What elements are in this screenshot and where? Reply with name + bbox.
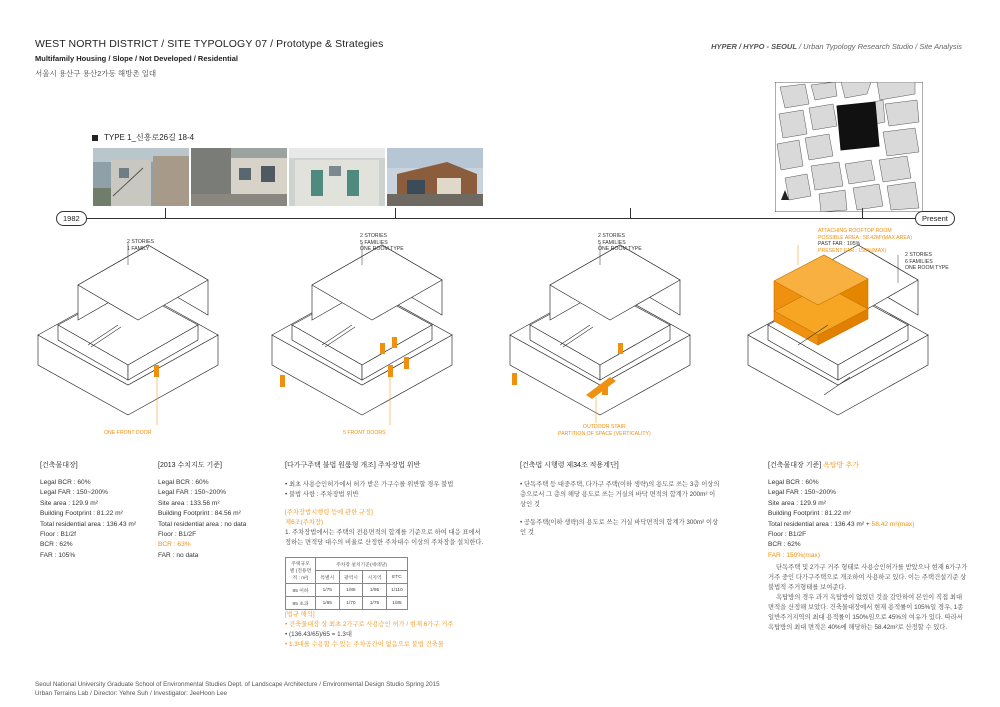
table-cell: 1/70 (339, 597, 363, 610)
page-subtitle: Multifamily Housing / Slope / Not Developed / Residential (35, 54, 238, 63)
stat-line: Site area : 129.9 m² (768, 499, 826, 507)
table-row (286, 597, 408, 610)
site-photo-3 (289, 148, 385, 206)
col4-body (520, 480, 720, 538)
stat-line: Floor : B1/2F (158, 531, 197, 539)
law-paragraph: 1. 주차장법에서는 주택의 전용면적의 합계를 기준으로 하여 대응 표에서 정하는 면적당 대수의 비율로 산정한 주차대수 이상의 주차장을 설치한다. (285, 529, 484, 546)
col3-body (285, 480, 485, 548)
stat-line: Legal BCR : 60% (158, 479, 209, 486)
table-header: 주차장 설치기준(세대당) (316, 558, 408, 571)
sub-heading: [주차장법시행령 등에 관한 규정] (285, 509, 373, 516)
col2-body (158, 478, 246, 561)
bullet-square-icon (92, 135, 98, 141)
note-line: 5 FAMILIES (598, 239, 626, 246)
stat-line: Site area : 129.9 m² (40, 499, 98, 507)
note-line: 2 STORIES (598, 233, 626, 239)
table-cell: 1/75 (363, 597, 387, 610)
stat-line: Building Footprint : 81.22 m² (768, 510, 851, 518)
table-cell: 85 이하 (286, 584, 316, 597)
type-label (92, 132, 194, 143)
studio-subtitle: / Urban Typology Research Studio / Site Analysis (796, 42, 962, 51)
table-col-header: 광역시 (339, 571, 363, 584)
table-cell: 1/95 (363, 584, 387, 597)
stat-line: FAR : 105% (40, 551, 76, 559)
note-line: ATTACHING ROOFTOP ROOM (818, 228, 892, 234)
table-cell: 1/65 (316, 597, 340, 610)
stage-4-top-note (818, 228, 912, 254)
col5-body (768, 478, 914, 561)
law-line-text: 1.3대를 수용할 수 있는 주차공간이 없음으로 불법 건축물 (288, 641, 444, 648)
stat-line: Legal BCR : 60% (768, 479, 819, 486)
table-row (286, 584, 408, 597)
law-line-text: (136.43/65)/65 = 1.3대 (288, 631, 352, 638)
paragraph-2: 옥탑방의 경우 과거 옥탑방이 없었던 것을 감안하여 본인이 직접 최대면적을 산정해 보았다. 건축물대장에서 현재 용적률이 105%일 경우, 1종일반주거지역의 최대 용적률이 150%임으로 45%의 여유가 있다. 따라서 옥탑방의 최대 면적은 40%에 해당하는 58.42m²로 산정할 수 있다. (768, 594, 964, 631)
stat-line: Legal FAR : 150~200% (158, 489, 227, 497)
note-line: ONE ROOM TYPE (360, 246, 404, 252)
bullet-line: • 불법 사항 : 주차장법 위반 (285, 491, 359, 498)
law-line: • 1.3대를 수용할 수 있는 주차공간이 없음으로 불법 건축물 (285, 641, 444, 648)
site-map (775, 82, 923, 212)
stat-line: Floor : B1/2F (768, 531, 807, 539)
site-address: 서울시 용산구 용산2가동 해방촌 일대 (35, 69, 157, 78)
site-photo-4 (387, 148, 483, 206)
law-line: • 건축물대장 상 최초 2가구로 사용승인 허가 / 현재 6가구 거주 (285, 621, 454, 628)
footer-line-1: Seoul National University Graduate School of Environmental Studies Dept. of Landscape Architecture / Environmental Design Studio Spring 2015 (35, 681, 440, 688)
stage-3-axonometric (500, 225, 705, 445)
note-line: PAST FAR : 105% (818, 241, 861, 247)
stat-line: Floor : B1/2f (40, 531, 76, 539)
law-line: • (136.43/65)/65 = 1.3대 (285, 631, 352, 638)
timeline-tick (862, 208, 863, 218)
bullet-text: 공동주택(이하 생략)의 용도로 쓰는 거실 바닥면적의 합계가 300m² 이상인 것 (520, 519, 719, 536)
parking-table (285, 557, 408, 610)
stat-line: Total residential area : no data (158, 520, 247, 528)
paragraph-1: 단독주택 및 2가구 거주 형태로 사용승인허가를 받았으나 현재 6가구가 거주 중인 다가구주택으로 개조하여 사용하고 있다. 이는 주택건설기준 상 불법적 주거형태를 보여준다. (768, 564, 968, 591)
timeline-tick (395, 208, 396, 218)
stat-line: Legal BCR : 60% (40, 479, 91, 486)
law-interpretation (285, 610, 485, 650)
stage-3-bottom-note (558, 424, 651, 437)
timeline-line (78, 218, 918, 219)
law-line-text: 건축물대장 상 최초 2가구로 사용승인 허가 / 현재 6가구 거주 (288, 621, 454, 628)
studio-name: HYPER / HYPO - SEOUL (711, 42, 797, 51)
col5-heading-orange: 옥탑방 추가 (823, 462, 859, 469)
table-col-header: 시지역 (363, 571, 387, 584)
stat-line: Building Footprint : 84.56 m² (158, 510, 241, 518)
col1-heading: [건축물대장] (40, 462, 78, 469)
note-line: 2 STORIES (360, 233, 388, 239)
stage-4-note (905, 252, 949, 272)
stage-1-note (127, 239, 154, 252)
stat-line-far: FAR : no data (158, 551, 199, 559)
table-col-header: 특별시 (316, 571, 340, 584)
note-line: 2 STORIES (905, 252, 933, 258)
table-cell: 1/75 (316, 584, 340, 597)
stat-line-far: FAR : 150%(max) (768, 551, 821, 559)
note-line: 1 FAMILY (127, 245, 150, 252)
note-line: ONE ROOM TYPE (905, 265, 949, 271)
site-photo-2 (191, 148, 287, 206)
stat-line: Legal FAR : 150~200% (768, 489, 837, 497)
total-text: Total residential area : 136.43 m² + (768, 520, 872, 528)
timeline-tick (630, 208, 631, 218)
col5-paragraphs (768, 563, 968, 633)
type-label-text: TYPE 1_신흥로26길 18-4 (104, 133, 195, 142)
bullet-text: 단독주택 등 대중주택, 다가구 주택(이하 생략)의 용도로 쓰는 3층 이상의 층으로서 그 층의 해당 용도로 쓰는 거실의 바닥 면적의 합계가 200m² 이상인 것 (520, 481, 720, 508)
col3-heading: [다가구주택 불법 원룸형 개조] 주차장법 위반 (285, 462, 421, 469)
stage-2-axonometric (262, 225, 467, 445)
bullet-line: • 단독주택 등 대중주택, 다가구 주택(이하 생략)의 용도로 쓰는 3층 이상의 층으로서 그 층의 해당 용도로 쓰는 거실의 바닥 면적의 합계가 200m² 이상인 것 (520, 481, 720, 508)
table-col-header: ETC (386, 571, 407, 584)
note-line: 2 STORIES (127, 239, 155, 245)
col5-heading (768, 460, 859, 470)
page-title: WEST NORTH DISTRICT / SITE TYPOLOGY 07 / Prototype & Strategies (35, 38, 384, 50)
sub-heading-2: 제6조(주차장) (285, 519, 324, 526)
stat-line: BCR : 62% (40, 541, 73, 549)
table-cell: 85 초과 (286, 597, 316, 610)
studio-header (711, 42, 962, 51)
table-cell: 1/85 (386, 597, 407, 610)
timeline-tick (165, 208, 166, 218)
stat-line: Site area : 133.56 m² (158, 499, 220, 507)
note-line: PARTITION OF SPACE (VERTICALITY) (558, 430, 651, 437)
total-extra: 58.42 m²(max) (871, 520, 915, 528)
table-header: 주택규모별 (전용면적 : m²) (286, 558, 316, 584)
stat-line: Building Footprint : 81.22 m² (40, 510, 123, 518)
stage-2-note (360, 233, 404, 253)
footer (35, 681, 440, 698)
note-line: 5 FAMILIES (360, 239, 388, 246)
footer-line-2: Urban Terrains Lab / Director: Yehre Suh / Investigator: JeeHoon Lee (35, 689, 228, 697)
site-photo-1 (93, 148, 189, 206)
stage-1-axonometric (28, 225, 233, 445)
col4-heading: [건축법 시행령 제34조 적용계단] (520, 462, 619, 469)
note-line: POSSIBLE AREA : 58.42M²(MAX AREA) (818, 234, 912, 241)
note-line: 6 FAMILIES (905, 258, 933, 265)
timeline-end: Present (915, 211, 955, 226)
bullet-line: • 공동주택(이하 생략)의 용도로 쓰는 거실 바닥면적의 합계가 300m² 이상인 것 (520, 519, 719, 536)
stat-line-bcr: BCR : 63% (158, 541, 191, 549)
col2-heading: [2013 수치지도 기준] (158, 462, 222, 469)
table-cell: 1/110 (386, 584, 407, 597)
timeline-start: 1982 (56, 211, 87, 226)
note-line: ONE ROOM TYPE (598, 246, 642, 252)
col1-body (40, 478, 136, 561)
stat-line: BCR : 62% (768, 541, 801, 549)
stat-line: Legal FAR : 150~200% (40, 489, 109, 497)
bullet-text: 최초 사용승인허가에서 허가 받은 가구수를 위반할 경우 불법 (288, 481, 454, 488)
col5-heading-text: [건축물대장 기준] (768, 462, 822, 469)
law-heading: [법규 해석] (285, 611, 315, 618)
stage-2-bottom-note: 5 FRONT DOORS (343, 430, 386, 436)
bullet-text: 불법 사항 : 주차장법 위반 (288, 491, 359, 498)
stage-1-bottom-note: ONE FRONT DOOR (104, 430, 152, 436)
stat-line: Total residential area : 136.43 m² (40, 520, 137, 528)
table-cell: 1/85 (339, 584, 363, 597)
bullet-line: • 최초 사용승인허가에서 허가 받은 가구수를 위반할 경우 불법 (285, 481, 454, 488)
note-line: OUTDOOR STAIR (582, 424, 626, 430)
stage-3-note (598, 233, 642, 253)
stat-line-total (768, 520, 914, 530)
note-line: PRESENT FAR : 150%(MAX) (818, 247, 887, 254)
